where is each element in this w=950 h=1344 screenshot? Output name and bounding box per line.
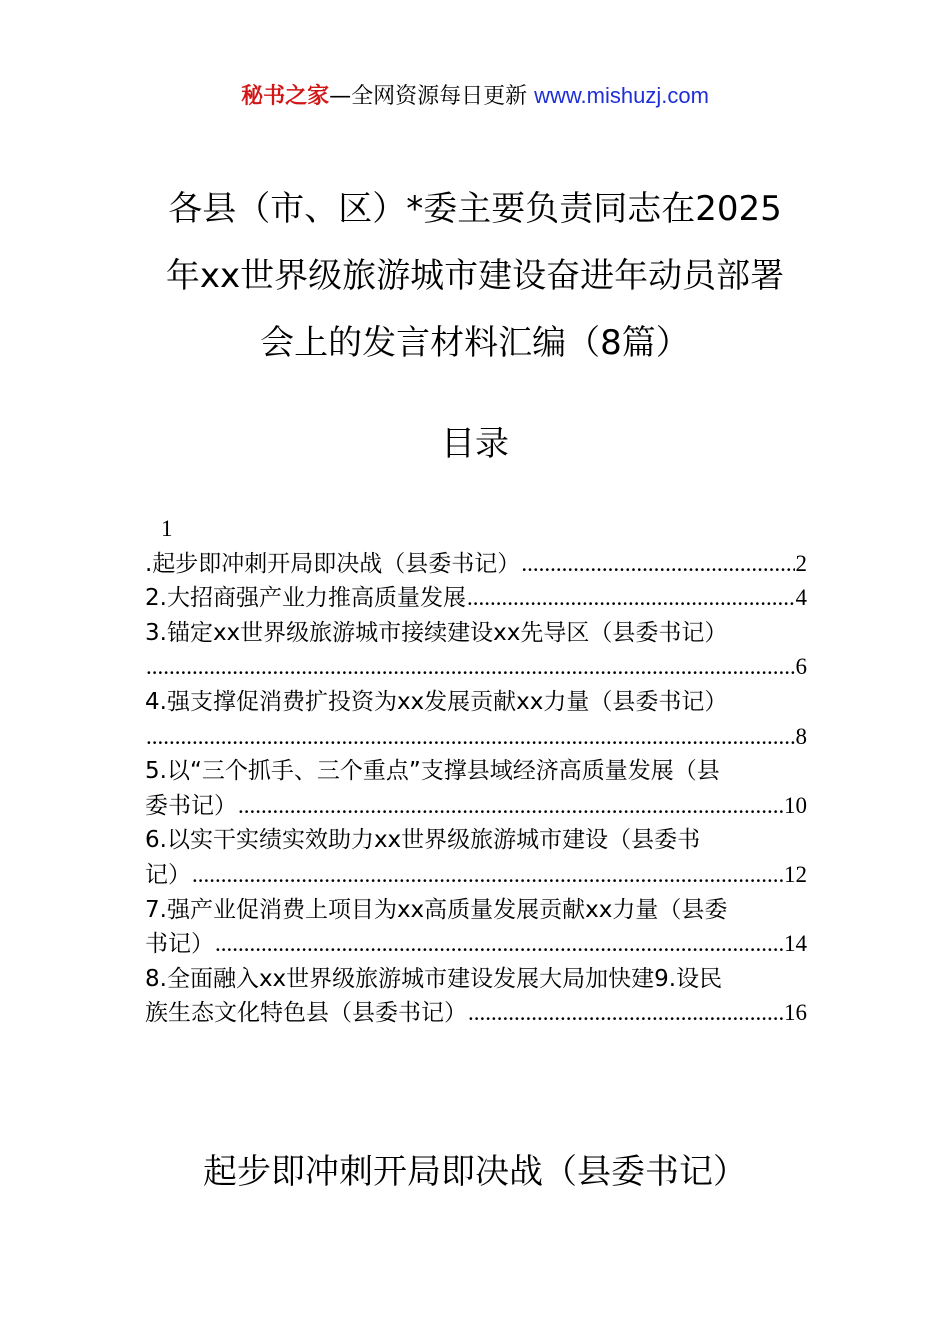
toc-line[interactable] xyxy=(145,789,807,824)
table-of-contents xyxy=(145,512,807,1031)
toc-page-number: 14 xyxy=(784,931,807,957)
toc-dot-leader xyxy=(146,720,795,755)
banner-brand: 秘书之家 xyxy=(241,84,330,109)
toc-line-text: 族生态文化特色县（县委书记） xyxy=(145,1000,467,1027)
toc-line xyxy=(145,685,807,720)
toc-line[interactable] xyxy=(145,927,807,962)
toc-line-text: 3.锚定xx世界级旅游城市接续建设xx先导区（县委书记） xyxy=(145,619,728,646)
toc-line xyxy=(145,823,807,858)
toc-line xyxy=(145,754,807,789)
toc-heading: 目录 xyxy=(441,424,509,464)
toc-page-number: 10 xyxy=(784,792,807,818)
title-line-3: 会上的发言材料汇编（8篇） xyxy=(260,323,690,363)
banner-tagline: —全网资源每日更新 xyxy=(329,84,535,109)
toc-line-text: 7.强产业促消费上项目为xx高质量发展贡献xx力量（县委 xyxy=(145,896,728,923)
toc-line xyxy=(145,962,807,997)
toc-page-number: 4 xyxy=(795,585,807,611)
toc-line-text: .起步即冲刺开局即决战（县委书记） xyxy=(145,550,521,577)
toc-page-number: 6 xyxy=(795,654,807,680)
toc-page-number: 16 xyxy=(784,1000,807,1026)
toc-line xyxy=(145,616,807,651)
toc-dot-leader xyxy=(238,789,783,824)
section-title: 起步即冲刺开局即决战（县委书记） xyxy=(203,1152,747,1192)
toc-line[interactable] xyxy=(145,996,807,1031)
title-line-1: 各县（市、区）*委主要负责同志在2025 xyxy=(168,189,782,229)
toc-dot-leader xyxy=(146,650,795,685)
document-title xyxy=(145,176,805,377)
toc-line-text: 5.以“三个抓手、三个重点”支撑县域经济高质量发展（县 xyxy=(145,758,720,785)
toc-line-text: 书记） xyxy=(145,931,214,958)
toc-line[interactable] xyxy=(145,581,807,616)
toc-line xyxy=(145,893,807,928)
toc-dot-leader xyxy=(467,581,795,616)
banner-url-link[interactable]: www.mishuzj.com xyxy=(534,83,709,108)
toc-line-text: 委书记） xyxy=(145,792,237,819)
toc-line-text: 6.以实干实绩实效助力xx世界级旅游城市建设（县委书 xyxy=(145,827,701,854)
toc-page-number: 2 xyxy=(795,550,807,576)
toc-line-text: 8.全面融入xx世界级旅游城市建设发展大局加快建9.设民 xyxy=(145,965,723,992)
toc-line xyxy=(145,512,807,547)
toc-line[interactable] xyxy=(145,720,807,755)
toc-page-number: 8 xyxy=(795,723,807,749)
toc-dot-leader xyxy=(521,547,794,582)
toc-dot-leader xyxy=(192,858,783,893)
title-line-2: 年xx世界级旅游城市建设奋进年动员部署 xyxy=(165,256,785,296)
toc-line-text: 2.大招商强产业力推高质量发展 xyxy=(145,585,466,612)
toc-line-text: 4.强支撑促消费扩投资为xx发展贡献xx力量（县委书记） xyxy=(145,688,728,715)
toc-page-number: 12 xyxy=(784,861,807,887)
toc-dot-leader xyxy=(468,996,783,1031)
toc-line[interactable] xyxy=(145,547,807,582)
toc-line[interactable] xyxy=(145,650,807,685)
toc-line-text: 记） xyxy=(145,861,191,888)
toc-line[interactable] xyxy=(145,858,807,893)
site-banner xyxy=(0,80,950,113)
toc-dot-leader xyxy=(215,927,783,962)
toc-line-text: 1 xyxy=(161,516,173,541)
